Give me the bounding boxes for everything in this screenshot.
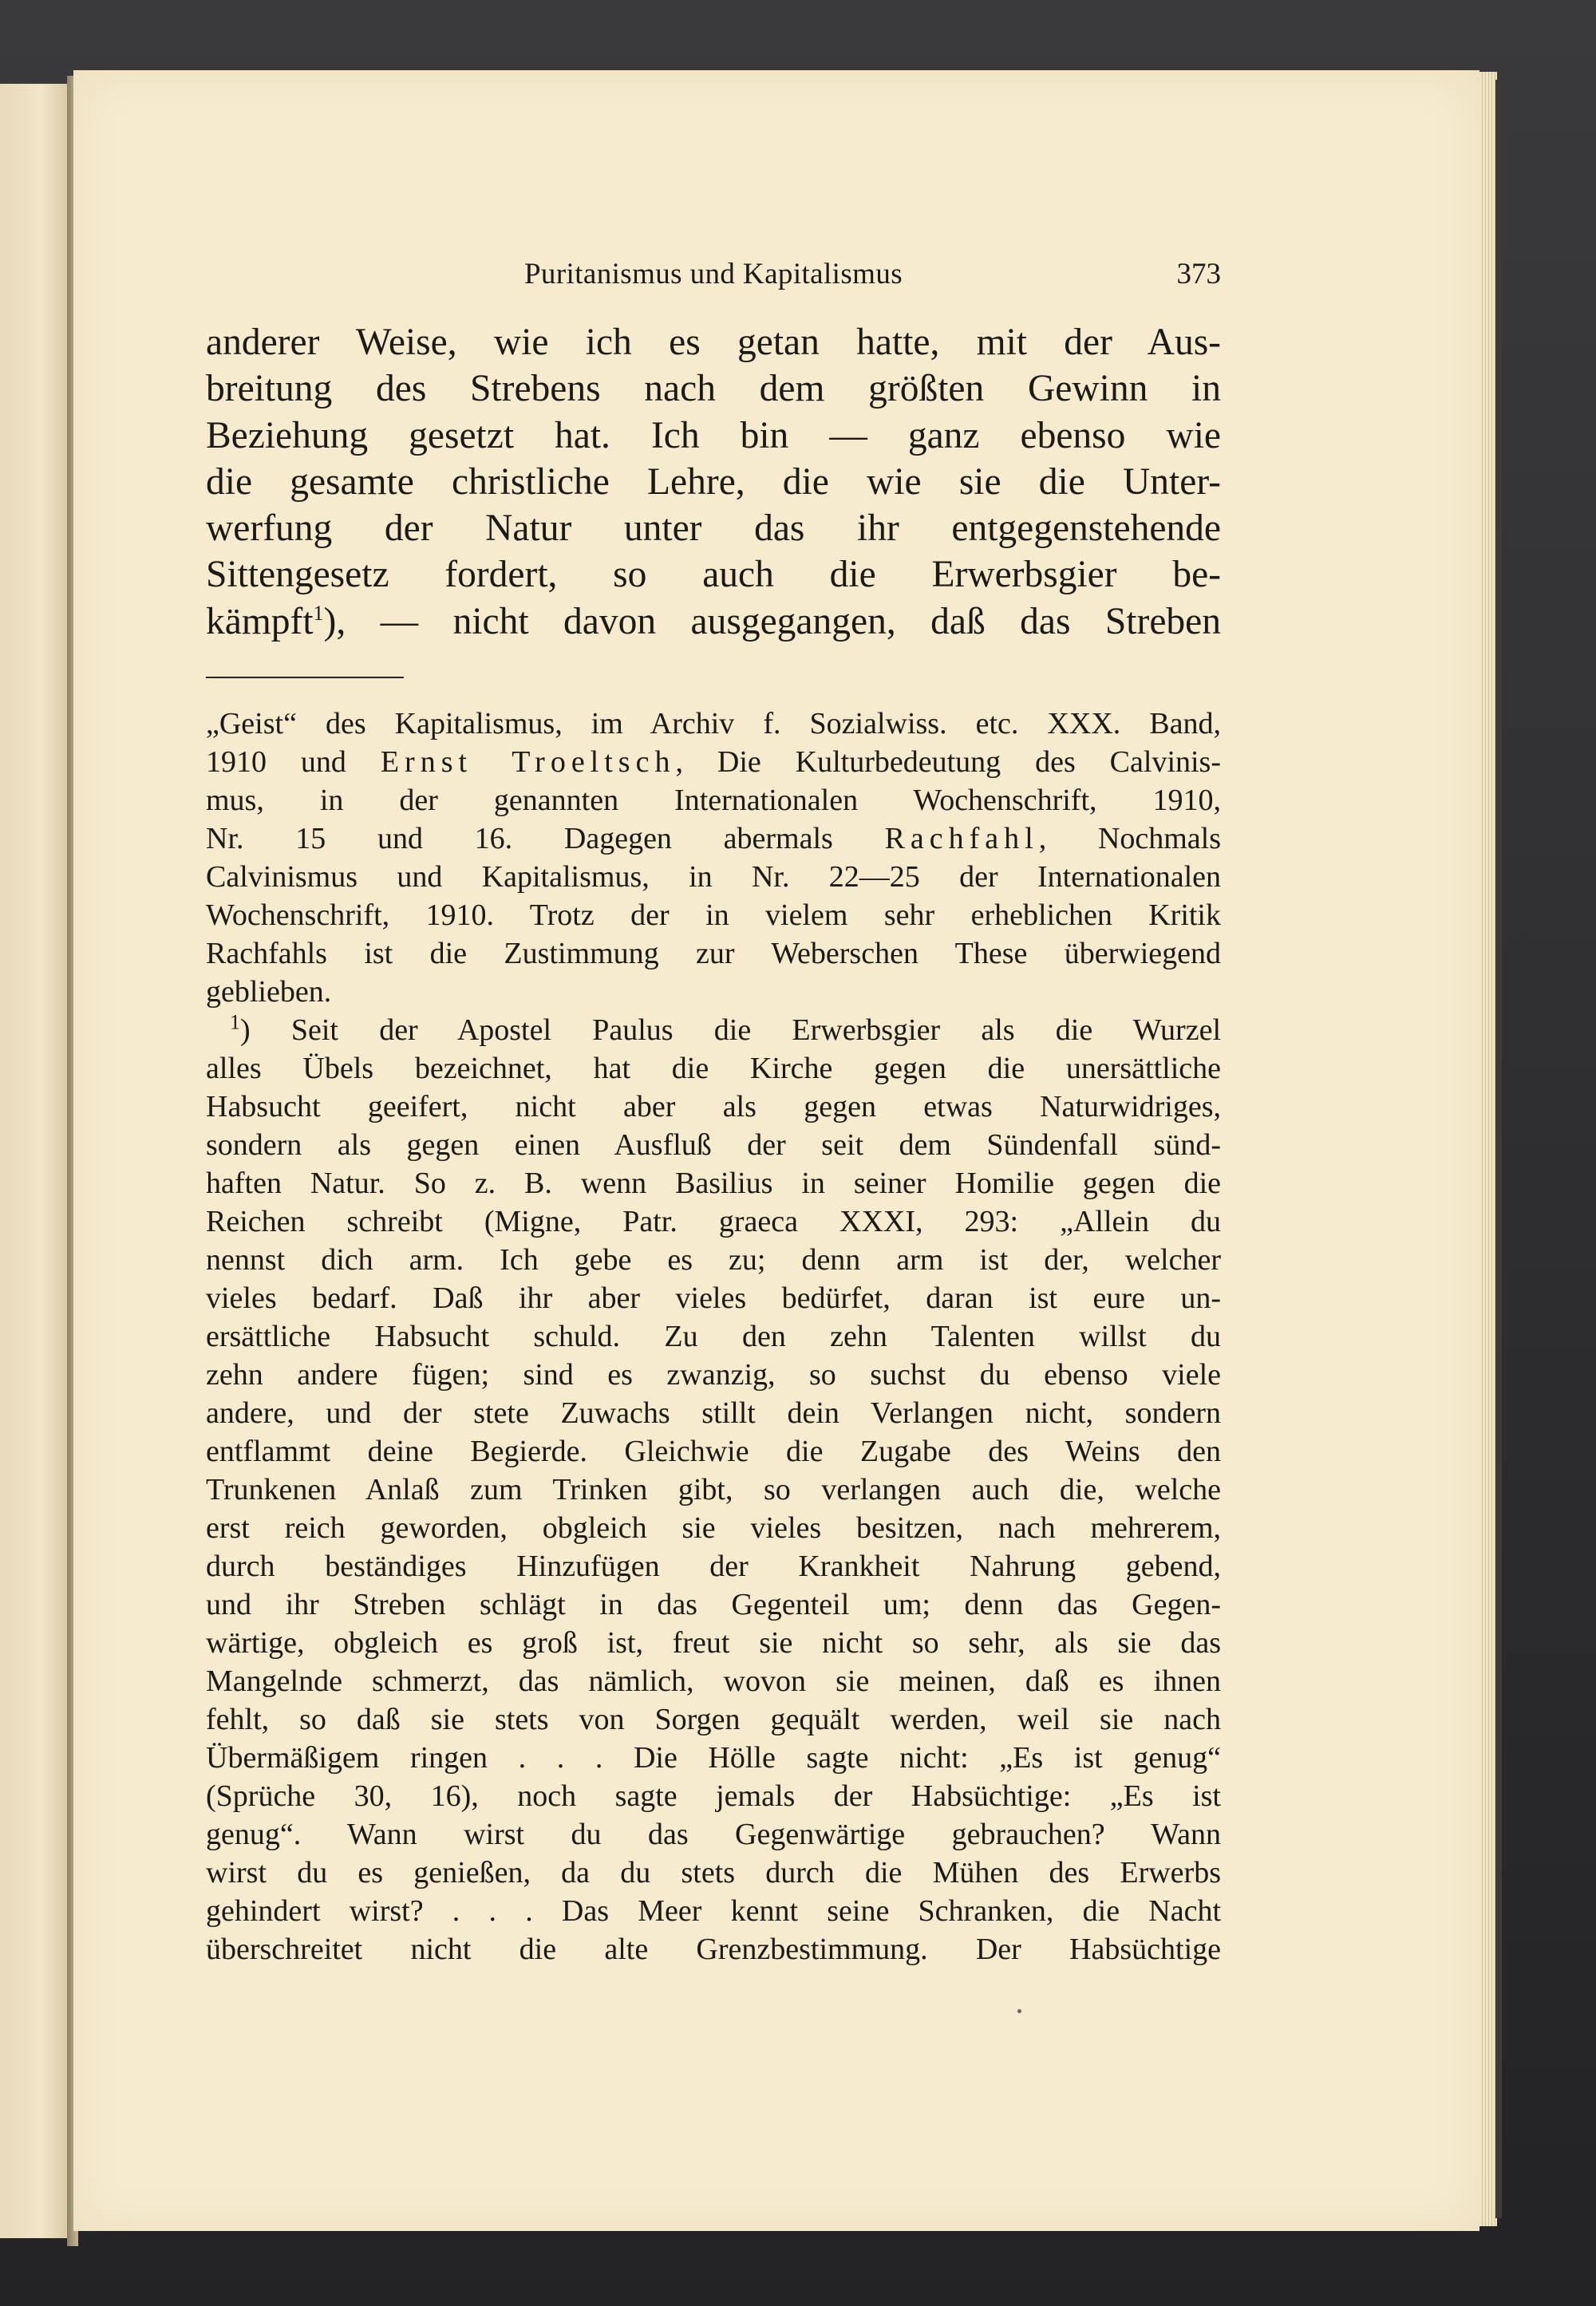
text-line: werfung der Natur unter das ihr entgegenstehende <box>206 507 1221 550</box>
footnote-line: Rachfahls ist die Zustimmung zur Weberschen These überwiegend <box>206 937 1221 970</box>
footnote-line: Calvinismus und Kapitalismus, in Nr. 22—25 der Internationalen <box>206 860 1221 894</box>
text-fragment: Nr. 15 und 16. Dagegen abermals <box>206 822 833 855</box>
footnote-line: überschreitet nicht die alte Grenzbestimmung. Der Habsüchtige <box>206 1933 1221 1966</box>
text-fragment: 1910 und <box>206 745 346 779</box>
footnote-line: durch beständiges Hinzufügen der Krankheit Nahrung gebend, <box>206 1550 1221 1583</box>
footnote-line: Trunkenen Anlaß zum Trinken gibt, so verlangen auch die, welche <box>206 1473 1221 1506</box>
footnote-line: fehlt, so daß sie stets von Sorgen gequält werden, weil sie nach <box>206 1703 1221 1736</box>
footnote-line: entflammt deine Begierde. Gleichwie die Zugabe des Weins den <box>206 1435 1221 1468</box>
text-line: Sittengesetz fordert, so auch die Erwerbsgier be- <box>206 554 1221 596</box>
footnote-line: Habsucht geeifert, nicht aber als gegen etwas Naturwidriges, <box>206 1090 1221 1123</box>
footnote-line: haften Natur. So z. B. wenn Basilius in seiner Homilie gegen die <box>206 1167 1221 1200</box>
footnote-line <box>206 819 1221 858</box>
footnote-line: Reichen schreibt (Migne, Patr. graeca XXXI, 293: „Allein du <box>206 1205 1221 1238</box>
footnote-line <box>206 1011 1221 1049</box>
footnote-line: sondern als gegen einen Ausfluß der seit dem Sündenfall sünd- <box>206 1128 1221 1162</box>
footnote-line: Wochenschrift, 1910. Trotz der in vielem sehr erheblichen Kritik <box>206 898 1221 932</box>
footnote-line: wirst du es genießen, da du stets durch die Mühen des Erwerbs <box>206 1856 1221 1889</box>
footnote-line: Mangelnde schmerzt, das nämlich, wovon sie meinen, daß es ihnen <box>206 1664 1221 1698</box>
footnote-line: und ihr Streben schlägt in das Gegenteil um; denn das Gegen- <box>206 1588 1221 1621</box>
footnote-line: zehn andere fügen; sind es zwanzig, so suchst du ebenso viele <box>206 1358 1221 1392</box>
text-fragment: , Nochmals <box>1038 822 1222 855</box>
footnote-line <box>206 743 1221 781</box>
footnote-line: Übermäßigem ringen . . . Die Hölle sagte nicht: „Es ist genug“ <box>206 1741 1221 1775</box>
footnote-line: geblieben. <box>206 975 332 1009</box>
footnote-line: genug“. Wann wirst du das Gegenwärtige gebrauchen? Wann <box>206 1818 1221 1851</box>
running-head <box>206 257 1221 297</box>
footnote-line: andere, und der stete Zuwachs stillt dein Verlangen nicht, sondern <box>206 1396 1221 1430</box>
left-page-edge <box>0 84 69 2238</box>
text-fragment: ) Seit der Apostel Paulus die Erwerbsgier als die Wurzel <box>240 1013 1221 1047</box>
footnote-line: ersättliche Habsucht schuld. Zu den zehn Talenten willst du <box>206 1320 1221 1353</box>
main-text <box>206 319 1221 645</box>
footnote-line: nennst dich arm. Ich gebe es zu; denn arm ist der, welcher <box>206 1243 1221 1277</box>
book-cover-edge <box>1495 80 1502 2218</box>
text-fragment: ), — nicht davon ausgegangen, daß das Streben <box>323 600 1221 642</box>
footnote-line: mus, in der genannten Internationalen Wochenschrift, 1910, <box>206 784 1221 817</box>
footnotes <box>206 705 1221 1968</box>
footnote-marker: 1 <box>230 1010 240 1034</box>
footnote-line: alles Übels bezeichnet, hat die Kirche gegen die unersättliche <box>206 1052 1221 1085</box>
text-line: breitung des Strebens nach dem größten Gewinn in <box>206 368 1221 410</box>
footnote-line: vieles bedarf. Daß ihr aber vieles bedürfet, daran ist eure un- <box>206 1281 1221 1315</box>
footnote-line: (Sprüche 30, 16), noch sagte jemals der Habsüchtige: „Es ist <box>206 1779 1221 1813</box>
author-name: Rachfahl <box>884 822 1039 855</box>
text-line <box>206 598 1221 645</box>
author-name: Ernst Troeltsch <box>380 745 676 779</box>
footnote-line: gehindert wirst? . . . Das Meer kennt seine Schranken, die Nacht <box>206 1894 1221 1928</box>
footnote-marker: 1 <box>313 601 324 625</box>
page-number: 373 <box>1176 258 1221 290</box>
text-line: anderer Weise, wie ich es getan hatte, mit der Aus- <box>206 322 1221 363</box>
footnote-line: „Geist“ des Kapitalismus, im Archiv f. Sozialwiss. etc. XXX. Band, <box>206 707 1221 740</box>
footnote-line: erst reich geworden, obgleich sie vieles besitzen, nach mehrerem, <box>206 1511 1221 1545</box>
text-line: die gesamte christliche Lehre, die wie sie die Unter- <box>206 460 1221 503</box>
text-line: Beziehung gesetzt hat. Ich bin — ganz ebenso wie <box>206 414 1221 456</box>
text-fragment: kämpft <box>206 600 314 642</box>
paper-speck <box>1017 2009 1021 2013</box>
header-title: Puritanismus und Kapitalismus <box>523 258 903 290</box>
footnote-rule <box>206 677 404 678</box>
text-fragment: , Die Kulturbedeutung des Calvinis- <box>675 745 1221 779</box>
footnote-line: wärtige, obgleich es groß ist, freut sie nicht so sehr, als sie das <box>206 1626 1221 1660</box>
